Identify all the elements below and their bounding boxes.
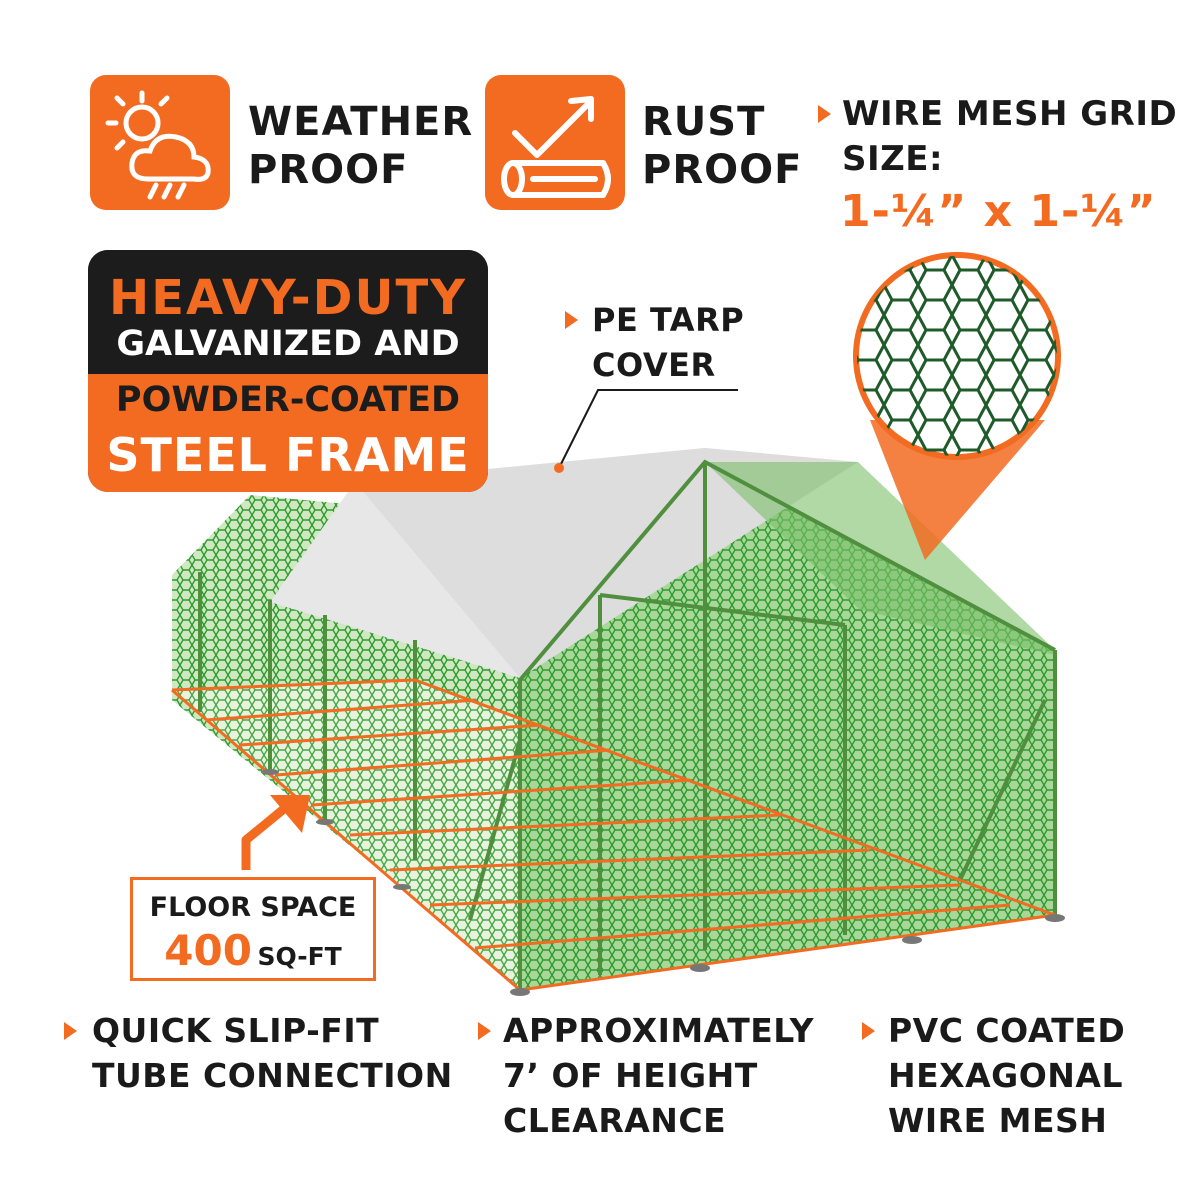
mesh-grid-size: 1-¼” x 1-¼” [840, 186, 1157, 237]
mesh-arrow [862, 1022, 875, 1040]
mesh-grid-line-1: WIRE MESH GRID [842, 94, 1178, 134]
tarp-line-1: PE TARP [592, 301, 745, 339]
tarp-line-2: COVER [592, 346, 716, 384]
height-line-1: APPROXIMATELY [503, 1011, 815, 1050]
tarp-arrow [565, 311, 578, 329]
floor-space-value-row [133, 926, 373, 975]
height-arrow [478, 1022, 491, 1040]
mesh-label [888, 1008, 1125, 1143]
floor-space-unit: SQ-FT [257, 942, 342, 971]
floor-space-label: FLOOR SPACE [149, 892, 357, 923]
rust-line-1: RUST [642, 99, 766, 145]
rust-line-2: PROOF [642, 147, 803, 193]
height-line-3: CLEARANCE [503, 1101, 727, 1140]
slip-fit-arrow [64, 1022, 77, 1040]
floor-space-value: 400 [164, 926, 252, 975]
heavy-duty-frame-badge [88, 250, 488, 492]
mesh-line-2: HEXAGONAL [888, 1056, 1123, 1095]
floor-space-arrow [246, 795, 310, 870]
height-label [503, 1008, 814, 1143]
floor-space-box [130, 877, 376, 981]
mesh-grid-line-2: SIZE: [842, 139, 944, 179]
tarp-leader-dot [554, 463, 564, 473]
mesh-line-3: WIRE MESH [888, 1101, 1108, 1140]
weather-line-1: WEATHER [248, 99, 474, 145]
tarp-label [592, 298, 744, 388]
hero-line-2: GALVANIZED AND [116, 324, 460, 364]
slip-fit-label [92, 1008, 453, 1098]
height-line-2: 7’ OF HEIGHT [503, 1056, 758, 1095]
mesh-line-1: PVC COATED [888, 1011, 1126, 1050]
hero-line-1: HEAVY-DUTY [109, 270, 467, 326]
weather-line-2: PROOF [248, 147, 409, 193]
hero-line-4: STEEL FRAME [106, 428, 470, 482]
slip-fit-line-1: QUICK SLIP-FIT [92, 1011, 380, 1050]
hero-line-3: POWDER-COATED [115, 380, 461, 420]
slip-fit-line-2: TUBE CONNECTION [92, 1056, 453, 1095]
